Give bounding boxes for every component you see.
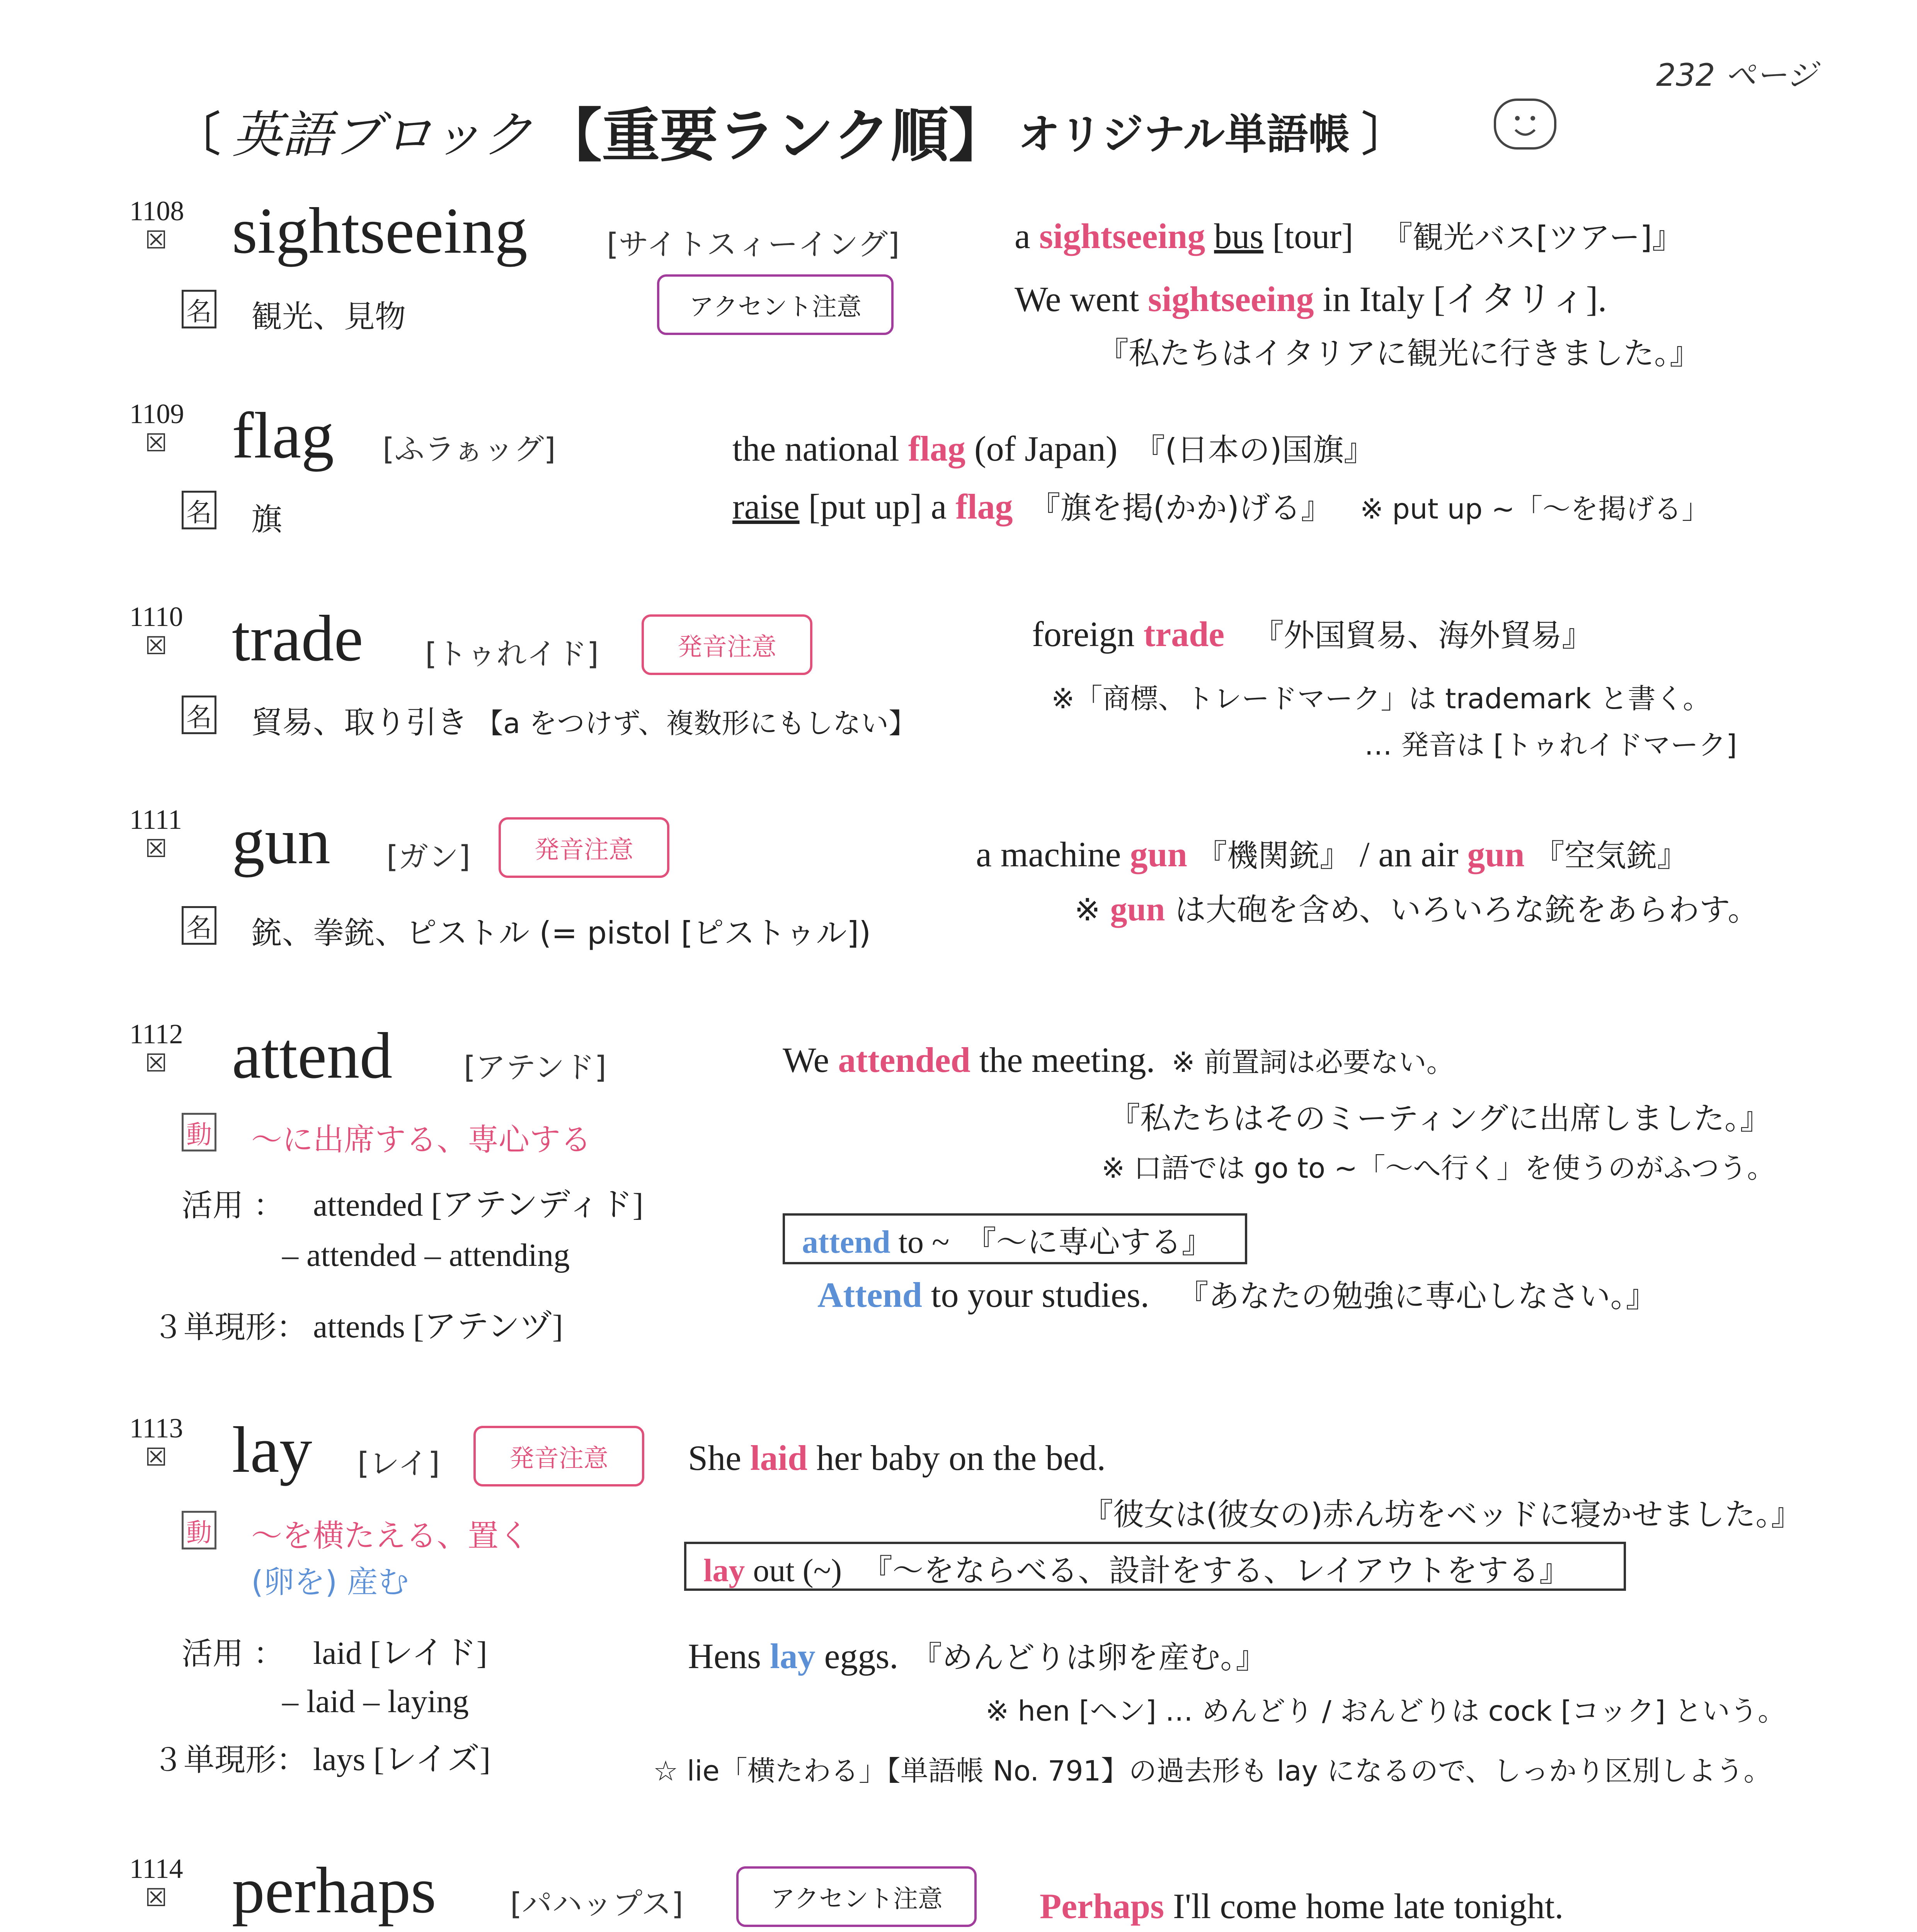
pronunciation: [レイ]: [358, 1446, 440, 1481]
conjugation-label: 活用 ：: [182, 1187, 284, 1223]
third-person-form: attends [アテンヅ]: [313, 1309, 563, 1345]
entry-number: 1113: [129, 1413, 183, 1444]
example-sentence: Hens lay eggs. 『めんどりは卵を産む。』: [688, 1636, 1267, 1676]
checkbox-icon[interactable]: ☒: [145, 1443, 167, 1472]
header-open-bracket: 〔: [174, 108, 220, 162]
checkbox-icon[interactable]: ☒: [145, 1049, 167, 1078]
meaning: 観光、見物: [251, 299, 406, 335]
part-of-speech: 名: [182, 491, 216, 529]
pronunciation: [アテンド]: [464, 1050, 606, 1085]
entry-number: 1109: [129, 398, 184, 429]
headword: gun: [232, 805, 330, 878]
page-number: 232 ページ: [1656, 57, 1817, 93]
conjugation: – laid – laying: [282, 1684, 469, 1719]
headword: attend: [232, 1019, 393, 1092]
checkbox-icon[interactable]: ☒: [145, 429, 167, 457]
part-of-speech: 名: [182, 290, 216, 328]
pronunciation: [ふラぁッグ]: [383, 432, 556, 467]
example-translation: 『彼女は(彼女の)赤ん坊をベッドに寝かせました。』: [1082, 1497, 1802, 1532]
usage-note: ※ gun は大砲を含め、いろいろな銃をあらわす。: [1074, 891, 1759, 928]
phrase: lay out (~) 『～をならべる、設計をする、レイアウトをする』: [703, 1553, 1570, 1588]
example-sentence: Attend to your studies. 『あなたの勉強に専心しなさい。』: [817, 1275, 1657, 1315]
checkbox-icon[interactable]: ☒: [145, 226, 167, 255]
accent-caution-badge: アクセント注意: [657, 274, 894, 335]
header-title-main: 【重要ランク順】: [544, 102, 1007, 170]
meaning: 銃、拳銃、ピストル (= pistol [ピストゥル]): [251, 915, 871, 951]
meaning-secondary: (卵を) 産む: [251, 1564, 409, 1600]
checkbox-icon[interactable]: ☒: [145, 632, 167, 660]
pronunciation: [ガン]: [386, 840, 470, 874]
conjugation-label: 活用 ：: [182, 1636, 284, 1672]
headword: perhaps: [232, 1854, 436, 1927]
example-sentence: a machine gun 『機関銃』 / an air gun 『空気銃』: [976, 835, 1688, 874]
pronunciation-caution-badge: 発音注意: [499, 817, 669, 878]
third-person-form: lays [レイズ]: [313, 1742, 491, 1777]
headword: lay: [232, 1413, 312, 1486]
pronunciation-caution-badge: 発音注意: [642, 614, 812, 675]
part-of-speech: 名: [182, 906, 216, 945]
example-sentence: She laid her baby on the bed.: [688, 1438, 1106, 1478]
entry-number: 1111: [129, 804, 182, 835]
accent-caution-badge: アクセント注意: [736, 1866, 977, 1927]
header-close-bracket: 〕: [1362, 108, 1408, 162]
example-sentence: We went sightseeing in Italy [イタリィ].: [1015, 279, 1607, 319]
example-sentence: a sightseeing bus [tour] 『観光バス[ツアー]』: [1015, 216, 1683, 256]
meaning: ～に出席する、専心する: [251, 1122, 591, 1158]
usage-note: ☆ lie「横たわる」【単語帳 No. 791】の過去形も lay になるので、しっかり区別しよう。: [653, 1755, 1772, 1787]
pronunciation-caution-badge: 発音注意: [473, 1426, 644, 1486]
example-translation: 『私たちはイタリアに観光に行きました。』: [1098, 335, 1701, 371]
pronunciation: [パハップス]: [510, 1887, 683, 1922]
third-person-label: ３単現形：: [153, 1742, 307, 1778]
phrase: attend to ~ 『～に専心する』: [802, 1224, 1213, 1260]
third-person-label: ３単現形：: [153, 1309, 307, 1345]
headword: trade: [232, 602, 363, 675]
example-sentence: raise [put up] a flag 『旗を掲(かか)げる』 ※ put up ~「～を掲げる」: [732, 487, 1710, 526]
usage-note: ※「商標、トレードマーク」は trademark と書く。: [1051, 682, 1711, 715]
entry-number: 1110: [129, 601, 183, 632]
part-of-speech: 動: [182, 1113, 216, 1151]
checkbox-icon[interactable]: ☒: [145, 1884, 167, 1912]
entry-number: 1114: [129, 1853, 183, 1884]
entry-number: 1108: [129, 196, 184, 226]
meaning: 旗: [251, 502, 282, 537]
example-sentence: We attended the meeting. ※ 前置詞は必要ない。: [783, 1040, 1454, 1080]
checkbox-icon[interactable]: ☒: [145, 835, 167, 863]
usage-note: ※ hen [ヘン] … めんどり / おんどりは cock [コック] という。: [986, 1695, 1786, 1727]
smiley-icon: [1494, 99, 1556, 150]
pronunciation: [サイトスィーイング]: [607, 227, 900, 262]
example-sentence: foreign trade 『外国貿易、海外貿易』: [1032, 614, 1593, 654]
meaning: 貿易、取り引き 【a をつけず、複数形にもしない】: [251, 704, 917, 740]
usage-note: ※ 口語では go to ~「～へ行く」を使うのがふつう。: [1102, 1152, 1775, 1184]
example-sentence: Perhaps I'll come home late tonight.: [1040, 1886, 1564, 1926]
usage-note: … 発音は [トゥれイドマーク]: [1364, 729, 1737, 761]
headword: sightseeing: [232, 194, 528, 267]
headword: flag: [232, 399, 334, 472]
page-header: [174, 89, 1408, 172]
conjugation: attended [アテンディド]: [313, 1187, 644, 1223]
part-of-speech: 名: [182, 696, 216, 734]
logo-text: 英語ブロック: [232, 105, 533, 164]
conjugation: laid [レイド]: [313, 1635, 487, 1671]
meaning: ～を横たえる、置く: [251, 1518, 529, 1554]
entry-number: 1112: [129, 1019, 183, 1049]
header-title-sub: オリジナル単語帳: [1018, 110, 1350, 159]
pronunciation: [トゥれイド]: [425, 637, 599, 672]
example-sentence: the national flag (of Japan) 『(日本の)国旗』: [732, 429, 1375, 468]
part-of-speech: 動: [182, 1511, 216, 1549]
example-translation: 『私たちはそのミーティングに出席しました。』: [1109, 1100, 1771, 1136]
conjugation: – attended – attending: [282, 1237, 570, 1273]
